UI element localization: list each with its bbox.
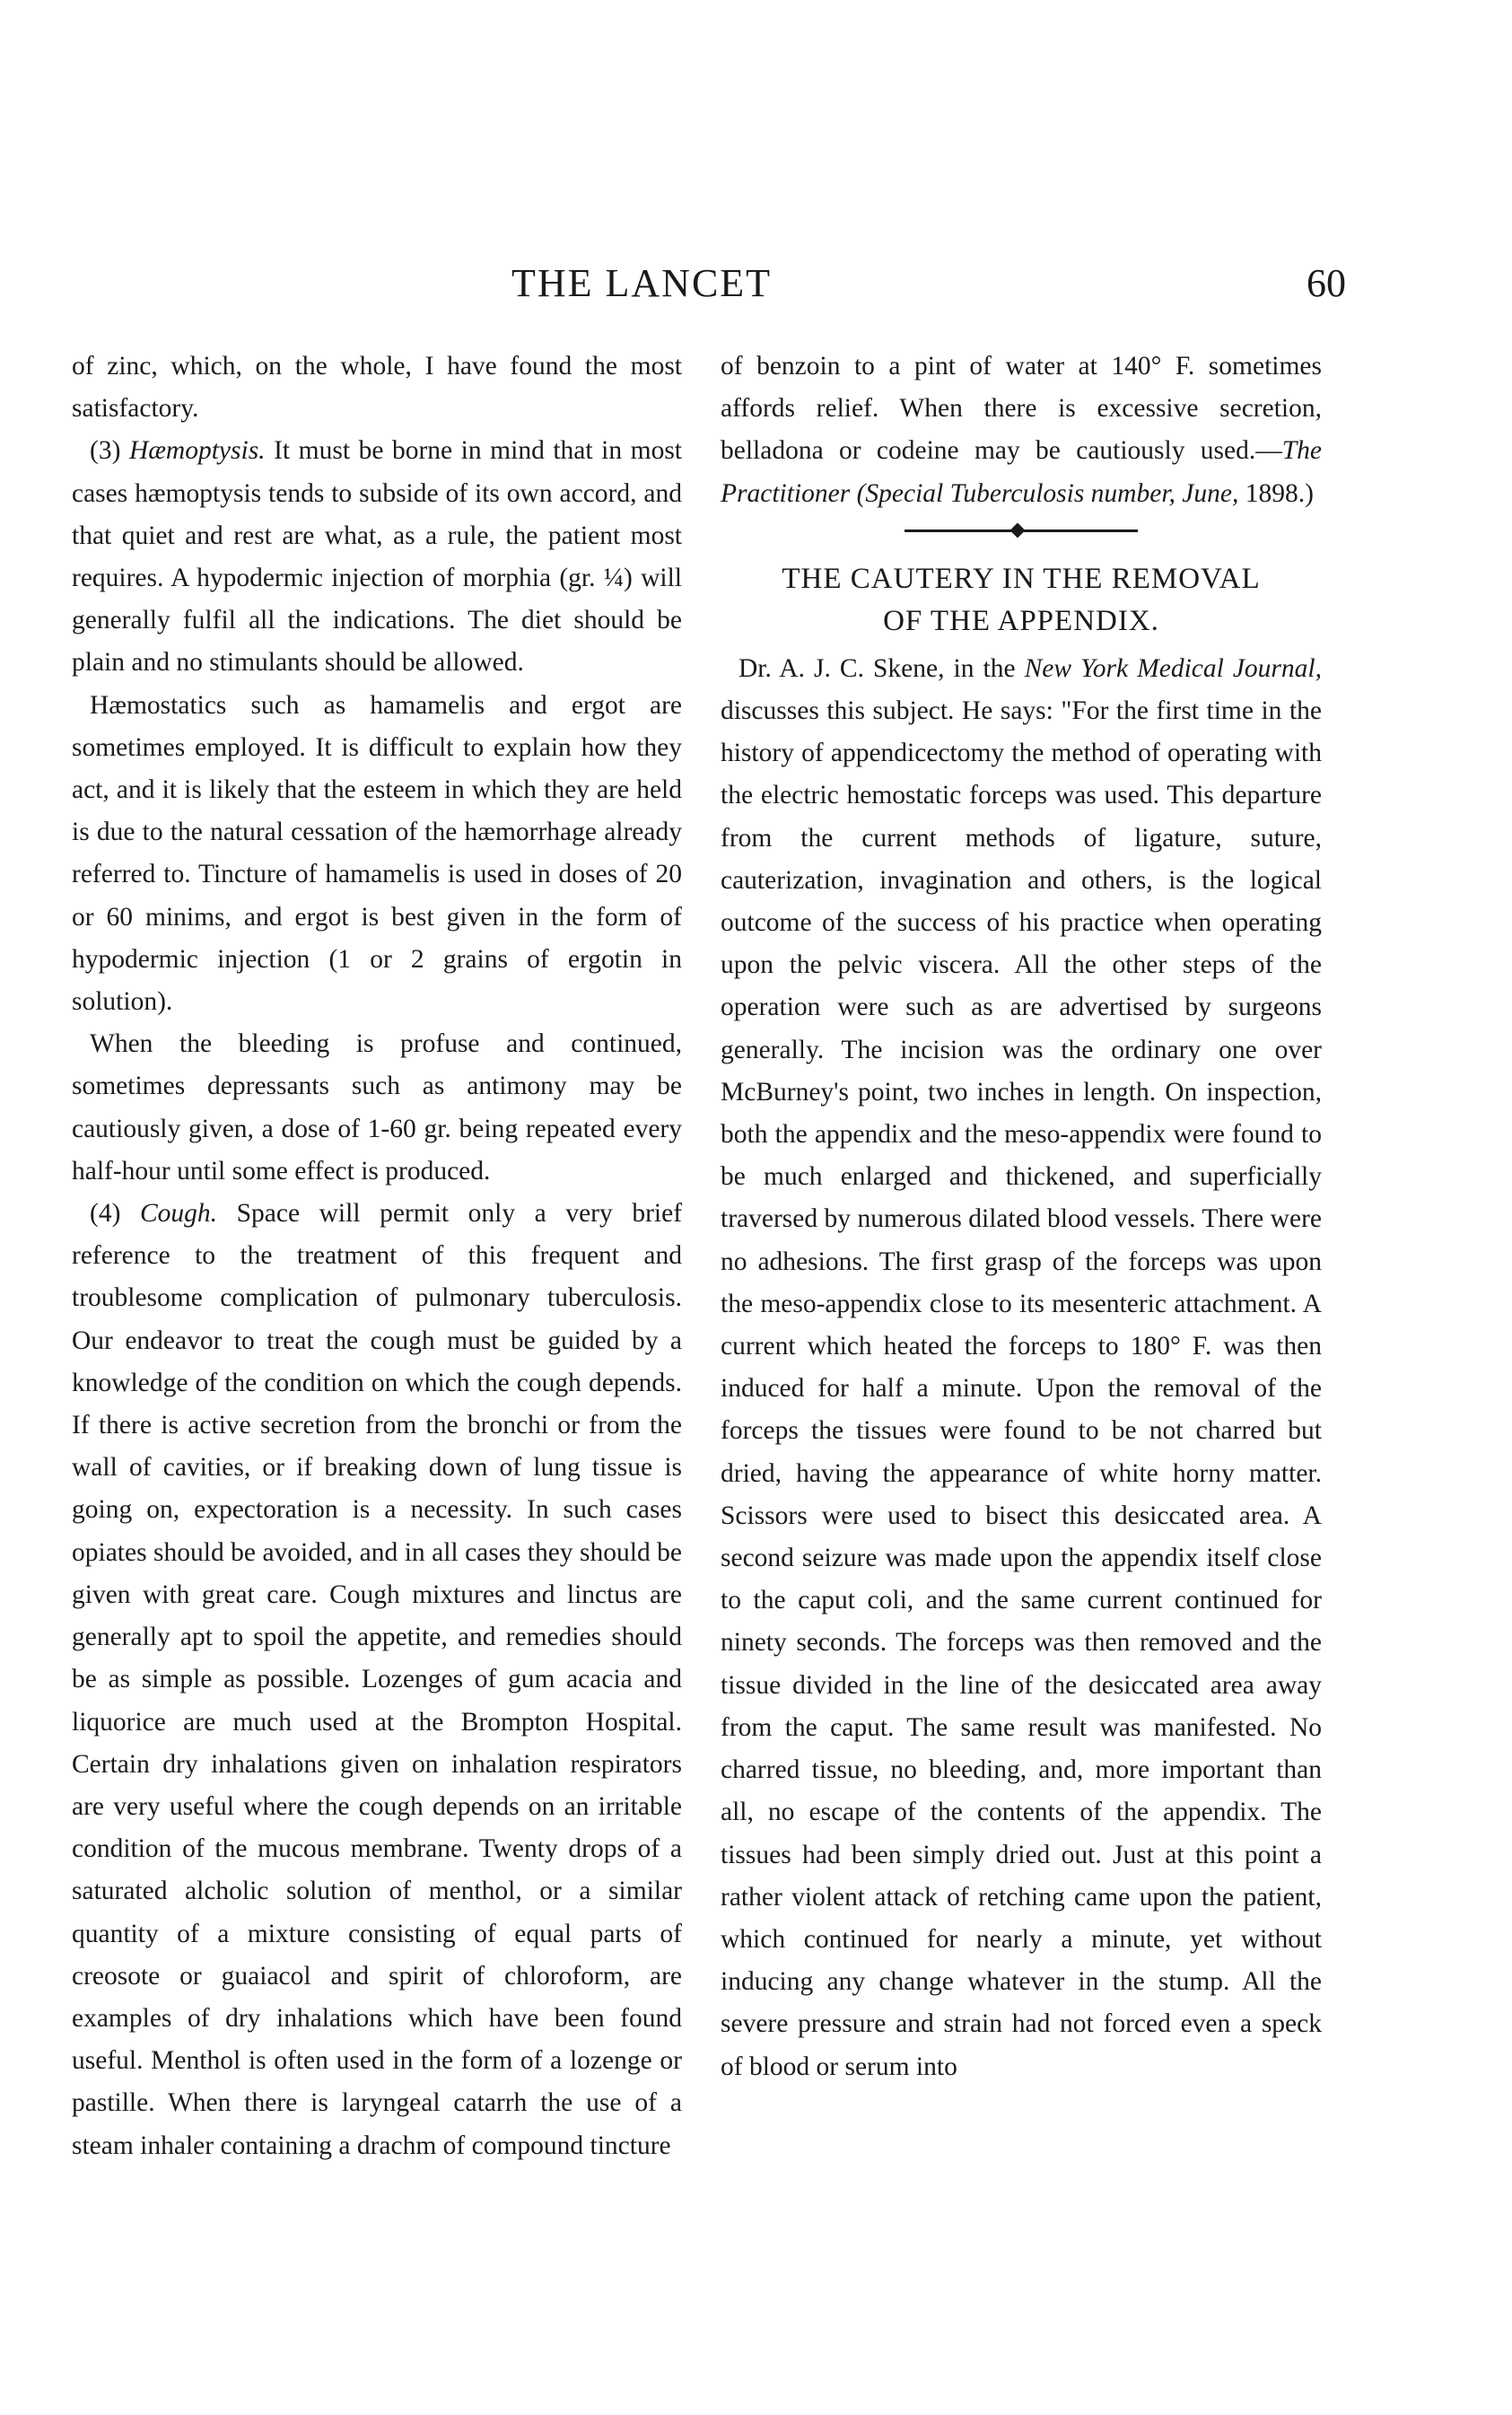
right-column: [721, 346, 1322, 2088]
skene-paragraph: [721, 648, 1322, 2088]
haemoptysis-paragraph: [72, 430, 682, 684]
divider-ornament: [1010, 522, 1026, 538]
bleeding-paragraph: When the bleeding is profuse and continued, sometimes depressants such as antimony may be cautiously given, a dose of 1-60 gr. being repeated every half-hour until some effect is produced.: [72, 1029, 682, 1186]
paragraph-body: Space will permit only a very brief reference to the treatment of this frequent and troublesome complication of pulmonary tuberculosis. Our endeavor to treat the cough must be guided by a knowledge of the condition on which the cough depends. If there is active secretion from the bronchi or from the wall of cavities, or if breaking down of lung tissue is going on, expectoration is a necessity. In such cases opiates should be avoided, and in all cases they should be given with great care. Cough mixtures and linctus are generally apt to spoil the appetite, and remedies should be as simple as possible. Lozenges of gum acacia and liquorice are much used at the Brompton Hospital. Certain dry inhalations given on inhalation respirators are very useful where the cough depends on an irritable condition of the mucous membrane. Twenty drops of a saturated alcholic solution of menthol, or a similar quantity of a mixture consisting of equal parts of creosote or guaiacol and spirit of chloroform, are examples of dry inhalations which have been found useful. Menthol is often used in the form of a lozenge or pastille. When there is laryngeal catarrh the use of a steam inhaler containing a drachm of compound tincture: [72, 1199, 683, 2160]
paragraph-body: of benzoin to a pint of water at 140° F. sometimes affords relief. When there is excessive secretion, belladona or codeine may be cautiously used.—: [721, 352, 1322, 466]
section-divider: [721, 515, 1322, 551]
running-head: [72, 260, 1346, 314]
left-column: [72, 346, 682, 2167]
right-paragraph-1: [721, 346, 1322, 515]
cough-paragraph: [72, 1193, 682, 2167]
page-number: 60: [1307, 261, 1346, 305]
source-citation: The Practitioner (Special Tuberculosis number, June,: [721, 436, 1322, 508]
item-number: (3): [90, 436, 121, 466]
article-heading: [721, 558, 1322, 643]
item-term: Hæmoptysis.: [128, 436, 266, 466]
paragraph-body: discusses this subject. He says: "For the first time in the history of appendicectomy the method of operating with the electric hemostatic forceps was used. This departure from the current methods of ligature, suture, cauterization, invagination and others, is the logical outcome of the success of his practice when operating upon the pelvic viscera. All the other steps of the operation were such as are advertised by surgeons generally. The incision was the ordinary one over McBurney's point, two inches in length. On inspection, both the appendix and the meso-appendix were found to be much enlarged and thickened, and superficially traversed by numerous dilated blood vessels. There were no adhesions. The first grasp of the forceps was upon the meso-appendix close to its mesenteric attachment. A current which heated the forceps to 180° F. was then induced for half a minute. Upon the removal of the forceps the tissues were found to be not charred but dried, having the appearance of white horny matter. Scissors were used to bisect this desiccated area. A second seizure was made upon the appendix itself close to the caput coli, and the same current continued for ninety seconds. The forceps was then removed and the tissue divided in the line of the desiccated area away from the caput. The same result was manifested. No charred tissue, no bleeding, and, more important than all, no escape of the contents of the appendix. The tissues had been simply dried out. Just at this point a rather violent attack of retching came upon the patient, which continued for nearly a minute, yet without inducing any change whatever in the stump. All the severe pressure and strain had not forced even a speck of blood or serum into: [721, 696, 1322, 2081]
left-paragraph-1: of zinc, which, on the whole, I have found the most satisfactory.: [72, 352, 682, 424]
heading-line-1: THE CAUTERY IN THE REMOVAL: [782, 562, 1261, 595]
heading-line-2: OF THE APPENDIX.: [883, 604, 1159, 637]
journal-name: New York Medical Journal,: [1024, 653, 1322, 683]
running-title: THE LANCET: [511, 261, 773, 305]
haemostatics-paragraph: Hæmostatics such as hamamelis and ergot are sometimes employed. It is difficult to explain how they act, and it is likely that the esteem in which they are held is due to the natural cessation of the hæmorrhage already referred to. Tincture of hamamelis is used in doses of 20 or 60 minims, and ergot is best given in the form of hypodermic injection (1 or 2 grains of ergotin in solution).: [72, 690, 682, 1017]
item-term: Cough.: [139, 1199, 218, 1229]
paragraph-lead: Dr. A. J. C. Skene, in the: [739, 653, 1016, 683]
paragraph-body: It must be borne in mind that in most cases hæmoptysis tends to subside of its own accord, and that quiet and rest are what, as a rule, the patient most requires. A hypodermic injection of morphia (gr. ¼) will generally fulfil all the indications. The diet should be plain and no stimulants should be allowed.: [72, 436, 683, 678]
item-number: (4): [90, 1199, 121, 1229]
citation-year: 1898.): [1245, 478, 1314, 508]
